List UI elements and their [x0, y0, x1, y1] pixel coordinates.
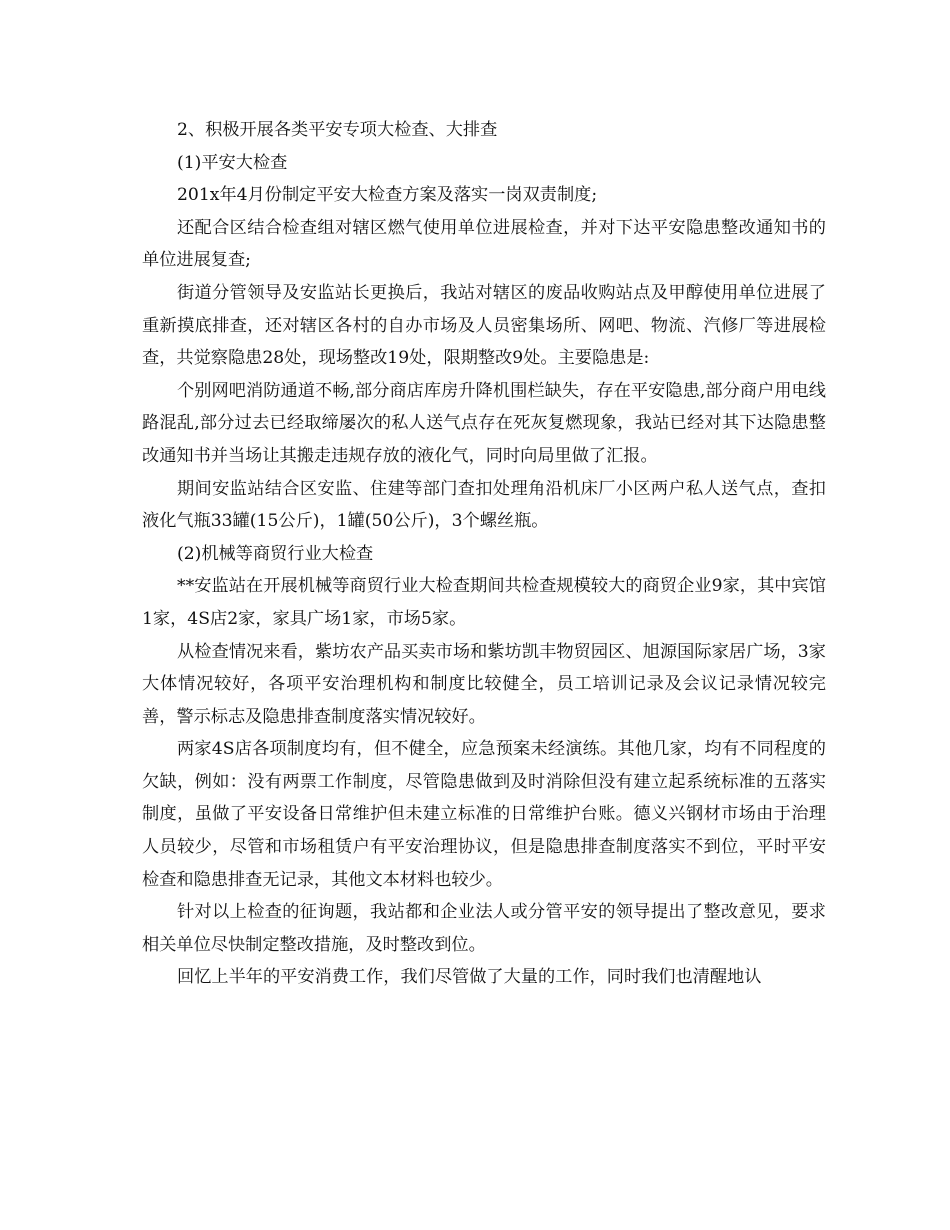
section-heading-2: 2、积极开展各类平安专项大检查、大排查: [177, 120, 498, 140]
paragraph: 街道分管领导及安监站长更换后，我站对辖区的废品收购站点及甲醇使用单位进展了重新摸底排查，还对辖区各村的自办市场及人员密集场所、网吧、物流、汽修厂等进展检查，共觉察隐患28处，现场整改19处，限期整改9处。主要隐患是:: [142, 282, 826, 369]
paragraph: 个别网吧消防通道不畅,部分商店库房升降机围栏缺失，存在平安隐患,部分商户用电线路混乱,部分过去已经取缔屡次的私人送气点存在死灰复燃现象，我站已经对其下达隐患整改通知书并当场让其搬走违规存放的液化气，同时向局里做了汇报。: [142, 380, 826, 466]
paragraph: 从检查情况来看，紫坊农产品买卖市场和紫坊凯丰物贸园区、旭源国际家居广场，3家大体情况较好，各项平安治理机构和制度比较健全，员工培训记录及会议记录情况较完善，警示标志及隐患排查制度落实情况较好。: [142, 641, 826, 727]
subsection-heading-1: (1)平安大检查: [177, 152, 288, 173]
paragraph: **安监站在开展机械等商贸行业大检查期间共检查规模较大的商贸企业9家，其中宾馆1家，4S店2家，家具广场1家，市场5家。: [142, 576, 826, 629]
paragraph: 还配合区结合检查组对辖区燃气使用单位进展检查，并对下达平安隐患整改通知书的单位进展复查;: [142, 217, 826, 271]
paragraph: 针对以上检查的征询题，我站都和企业法人或分管平安的领导提出了整改意见，要求相关单位尽快制定整改措施，及时整改到位。: [142, 902, 826, 955]
paragraph: 201x年4月份制定平安大检查方案及落实一岗双责制度;: [177, 185, 598, 206]
paragraph: 期间安监站结合区安监、住建等部门查扣处理角沿机床厂小区两户私人送气点，查扣液化气瓶33罐(15公斤)，1罐(50公斤)，3个螺丝瓶。: [142, 478, 826, 532]
paragraph: 两家4S店各项制度均有，但不健全，应急预案未经演练。其他几家，均有不同程度的欠缺，例如：没有两票工作制度，尽管隐患做到及时消除但没有建立起系统标准的五落实制度，虽做了平安设备日常维护但未建立标准的日常维护台账。德义兴钢材市场由于治理人员较少，尽管和市场租赁户有平安治理协议，但是隐患排查制度落实不到位，平时平安检查和隐患排查无记录，其他文本材料也较少。: [142, 739, 826, 890]
document-page: [142, 114, 826, 994]
paragraph: 回忆上半年的平安消费工作，我们尽管做了大量的工作，同时我们也清醒地认: [177, 967, 762, 988]
subsection-heading-2: (2)机械等商贸行业大检查: [177, 543, 374, 564]
